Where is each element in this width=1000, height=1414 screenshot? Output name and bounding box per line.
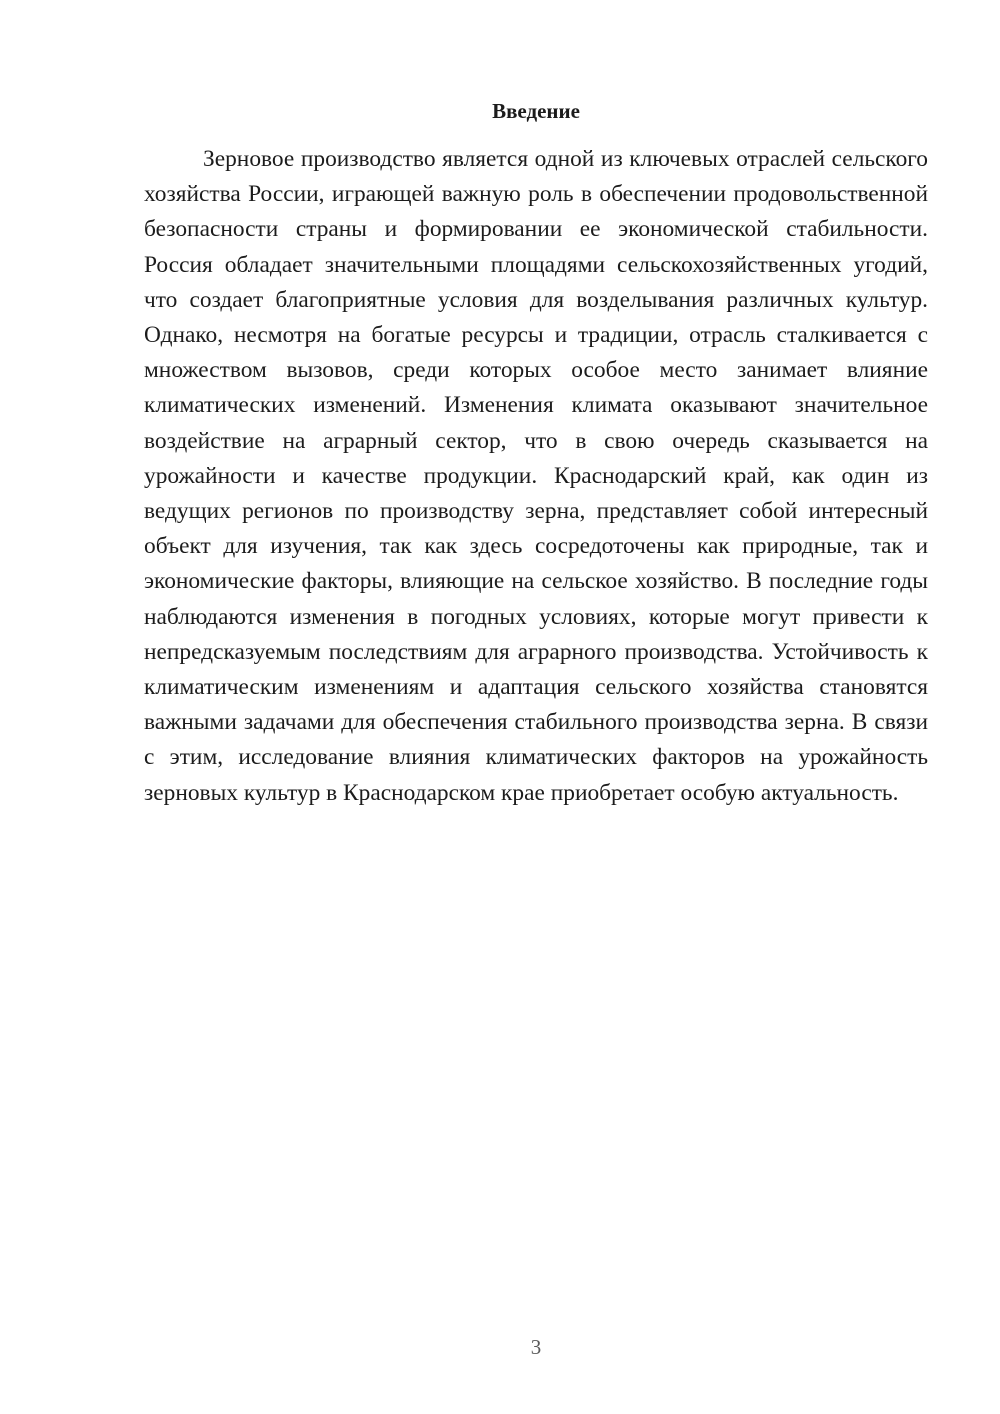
section-heading: Введение [492, 99, 580, 123]
page-number: 3 [530, 1335, 542, 1359]
body-paragraph: Зерновое производство является одной из ключевых отраслей сельского хозяйства России, играющей важную роль в обеспечении продовольственной безопасности страны и формировании ее экономической стабильности. Россия обладает значительными площадями сельскохозяйственных угодий, что создает благоприятные условия для возделывания различных культур. Однако, несмотря на богатые ресурсы и традиции, отрасль сталкивается с множеством вызовов, среди которых особое место занимает влияние климатических изменений. Изменения климата оказывают значительное воздействие на аграрный сектор, что в свою очередь сказывается на урожайности и качестве продукции. Краснодарский край, как один из ведущих регионов по производству зерна, представляет собой интересный объект для изучения, так как здесь сосредоточены как природные, так и экономические факторы, влияющие на сельское хозяйство. В последние годы наблюдаются изменения в погодных условиях, которые могут привести к непредсказуемым последствиям для аграрного производства. Устойчивость к климатическим изменениям и адаптация сельского хозяйства становятся важными задачами для обеспечения стабильного производства зерна. В связи с этим, исследование влияния климатических факторов на урожайность зерновых культур в Краснодарском крае приобретает особую актуальность. [144, 146, 928, 806]
